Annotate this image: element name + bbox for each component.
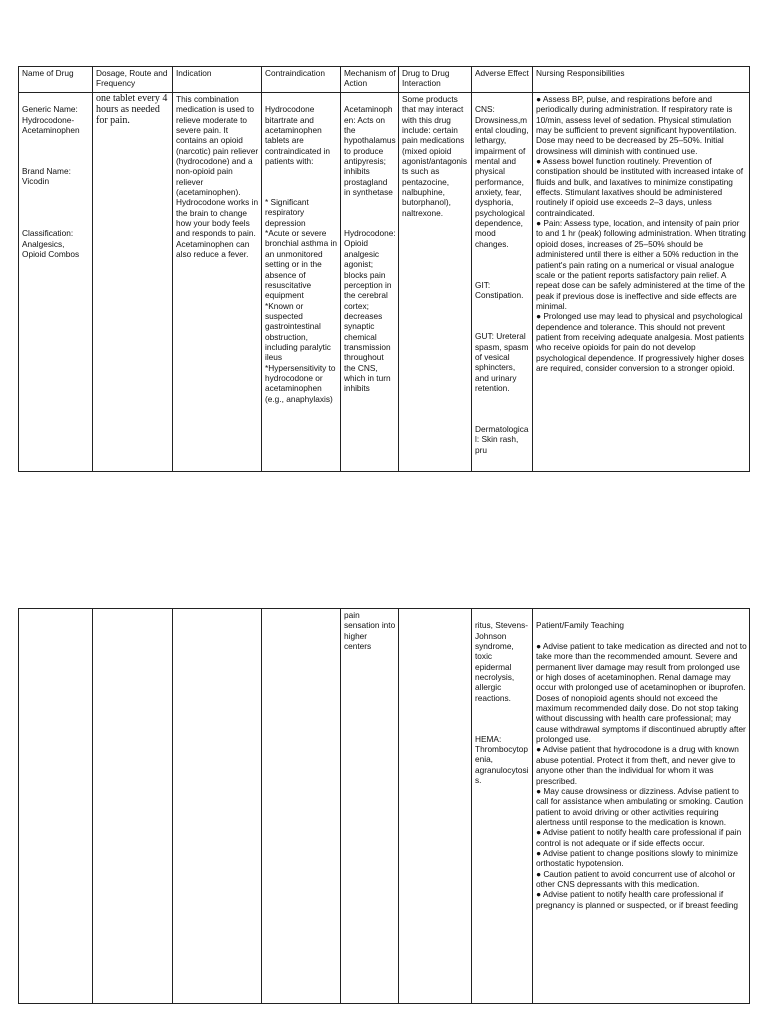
patient-teaching-heading: Patient/Family Teaching <box>536 620 624 631</box>
adverse-hema: HEMA: Thrombocytopenia, agranulocytosis. <box>475 733 529 786</box>
cell-contraindication <box>262 93 341 472</box>
cell-indication: This combination medication is used to relieve moderate to severe pain. It contains an opioid (narcotic) pain reliever (hydrocodone) and a non-opioid pain reliever (acetaminophen). Hydrocodone works in the brain to change how your body feels and responds to pain. Acetaminophen can also reduce a fever. <box>173 93 262 472</box>
cell-mechanism-cont: pain sensation into higher centers <box>341 609 399 1004</box>
patient-teaching-list: ● Advise patient to take medication as directed and not to take more than the recommended amount. Severe and permanent liver damage may result from prolonged use or high doses of acetaminophen. Renal damage may occur with prolonged use of acetaminophen or ibuprofen. Doses of nonopioid agents should not exceed the maximum recommended daily dose. Do not stop taking without discussing with health care professional; may cause withdrawal symptoms if discontinued abruptly after prolonged use. ● Advise patient that hydrocodone is a drug with known abuse potential. Protect it from theft, and never give to anyone other than the individual for whom it was prescribed. ● May cause drowsiness or dizziness. Advise patient to call for assistance when ambulating or smoking. Caution patient to avoid driving or other activities requiring alertness until response to the medication is known. ● Advise patient to notify health care professional if pain control is not adequate or if side effects occur. ● Advise patient to change positions slowly to minimize orthostatic hypotension. ● Caution patient to avoid concurrent use of alcohol or other CNS depressants with this medication. ● Advise patient to notify health care professional if pregnancy is planned or suspected, or if breast feeding <box>536 641 747 910</box>
cell-drug-interaction: Some products that may interact with this drug include: certain pain medications (mixed opioid agonist/antagonists such as pentazocine, nalbuphine, butorphanol), naltrexone. <box>399 93 472 472</box>
adverse-cns: CNS: Drowsiness,mental clouding, lethargy, impairment of mental and physical performance, anxiety, fear, dysphoria, psychological dependence, mood changes. <box>475 104 529 249</box>
header-name-of-drug: Name of Drug <box>19 67 93 93</box>
cell-mechanism <box>341 93 399 472</box>
header-nursing-responsibilities: Nursing Responsibilities <box>533 67 750 93</box>
contraindication-list: * Significant respiratory depression *Acute or severe bronchial asthma in an unmonitored setting or in the absence of resuscitative equipment *Known or suspected gastrointestinal obstruction, including paralytic ileus *Hypersensitivity to hydrocodone or acetaminophen (e.g., anaphylaxis) <box>265 197 337 404</box>
header-dosage: Dosage, Route and Frequency <box>93 67 173 93</box>
classification: Classification: Analgesics, Opioid Combos <box>22 228 80 260</box>
header-mechanism: Mechanism of Action <box>341 67 399 93</box>
cell-adverse-effect <box>472 93 533 472</box>
header-row <box>19 67 750 93</box>
drug-study-table-page-1 <box>18 66 750 472</box>
adverse-dermatological: Dermatological: Skin rash, pru <box>475 423 529 455</box>
adverse-gut: GUT: Ureteral spasm, spasm of vesical sphincters, and urinary retention. <box>475 331 529 393</box>
cell-name-of-drug <box>19 93 93 472</box>
mechanism-hydrocodone: Hydrocodone: Opioid analgesic agonist; blocks pain perception in the cerebral cortex; decreases synaptic chemical transmission throughout the CNS, which in turn inhibits <box>344 228 396 394</box>
generic-name: Generic Name: Hydrocodone-Acetaminophen <box>22 104 80 136</box>
cell-adverse-effect-cont <box>472 609 533 1004</box>
header-drug-interaction: Drug to Drug Interaction <box>399 67 472 93</box>
mechanism-acetaminophen: Acetaminophen: Acts on the hypothalamus to produce antipyresis; inhibits prostagland in synthetase <box>344 104 396 198</box>
cell-nursing-responsibilities: ● Assess BP, pulse, and respirations before and periodically during administration. If respiratory rate is 10/min, assess level of sedation. Physical stimulation may be sufficient to prevent significant hypoventilation. Dose may need to be decreased by 25–50%. Initial drowsiness will diminish with continued use. ● Assess bowel function routinely. Prevention of constipation should be instituted with increased intake of fluids and bulk, and laxatives to minimize constipating effects. Stimulant laxatives should be administered routinely if opioid use exceeds 2–3 days, unless contraindicated. ● Pain: Assess type, location, and intensity of pain prior to and 1 hr (peak) following administration. When titrating opioid doses, increases of 25–50% should be administered until there is either a 50% reduction in the patient's pain rating on a numerical or visual analogue scale or the patient reports satisfactory pain relief. A repeat dose can be safely administered at the time of the peak if previous dose is ineffective and side effects are minimal. ● Prolonged use may lead to physical and psychological dependence and tolerance. This should not prevent patient from receiving adequate analgesia. Most patients who receive opioids for pain do not develop psychological dependence. If progressively higher doses are required, consider conversion to a stronger opioid. <box>533 93 750 472</box>
cell-indication-cont <box>173 609 262 1004</box>
cell-drug-interaction-cont <box>399 609 472 1004</box>
adverse-dermatological-cont: ritus, Stevens-Johnson syndrome, toxic epidermal necrolysis, allergic reactions. <box>475 620 529 703</box>
adverse-git: GIT: Constipation. <box>475 279 524 301</box>
header-contraindication: Contraindication <box>262 67 341 93</box>
cell-name-of-drug-cont <box>19 609 93 1004</box>
contraindication-intro: Hydrocodone bitartrate and acetaminophen tablets are contraindicated in patients with: <box>265 104 331 167</box>
continuation-row <box>19 609 750 1004</box>
header-indication: Indication <box>173 67 262 93</box>
cell-dosage-cont <box>93 609 173 1004</box>
cell-nursing-responsibilities-cont <box>533 609 750 1004</box>
cell-dosage: one tablet every 4 hours as needed for pain. <box>93 93 173 472</box>
header-adverse-effect: Adverse Effect <box>472 67 533 93</box>
brand-name: Brand Name: Vicodin <box>22 166 71 187</box>
drug-row <box>19 93 750 472</box>
drug-study-table-page-2 <box>18 608 750 1004</box>
cell-contraindication-cont <box>262 609 341 1004</box>
